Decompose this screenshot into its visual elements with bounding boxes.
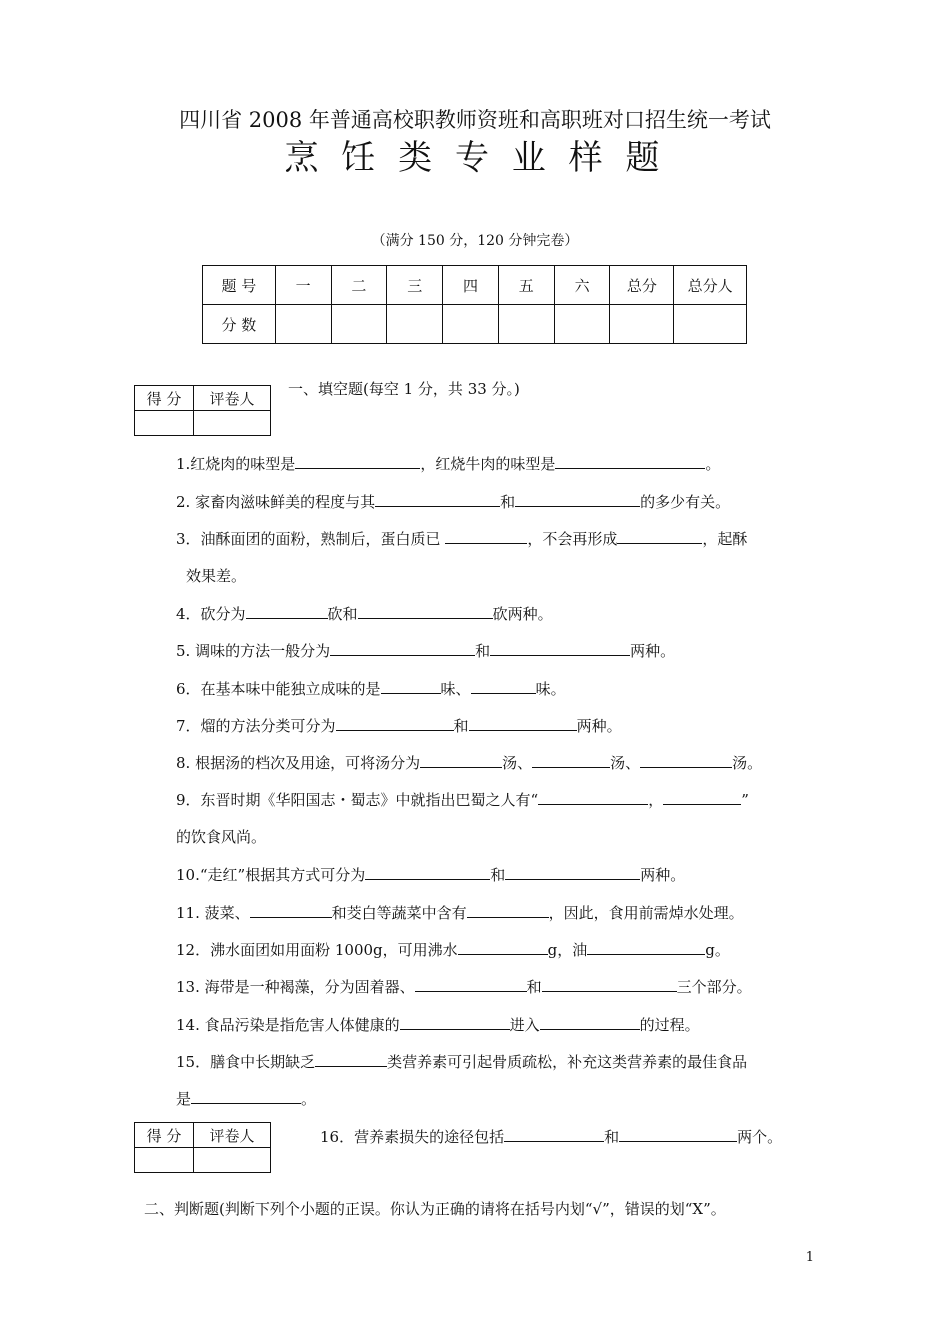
answer-blank[interactable] — [542, 975, 677, 992]
question-10 — [176, 863, 685, 885]
question-text: 汤。 — [732, 754, 763, 772]
score-header-cell: 二 — [331, 266, 387, 305]
question-text: 1.红烧肉的味型是 — [176, 455, 296, 473]
grader-score-cell[interactable] — [135, 411, 194, 436]
question-text: 和茭白等蔬菜中含有 — [331, 904, 467, 922]
table-row — [135, 411, 271, 436]
question-16 — [320, 1125, 782, 1147]
question-text: g，油 — [547, 941, 588, 959]
answer-blank[interactable] — [330, 639, 475, 656]
question-text: 16．营养素损失的途径包括 — [320, 1128, 505, 1146]
question-text: ， — [648, 791, 664, 809]
answer-blank[interactable] — [540, 1013, 640, 1030]
question-text: 两个。 — [737, 1128, 783, 1146]
answer-blank[interactable] — [538, 788, 648, 805]
score-cell[interactable] — [674, 305, 747, 344]
score-cell[interactable] — [498, 305, 554, 344]
grader-box-1 — [134, 385, 271, 436]
section1-title: 一、填空题(每空 1 分，共 33 分。) — [288, 380, 520, 398]
question-text: 。 — [301, 1090, 317, 1108]
question-text: 两种。 — [576, 717, 622, 735]
question-13 — [176, 975, 752, 997]
answer-blank[interactable] — [505, 863, 640, 880]
question-text: 12．沸水面团如用面粉 1000g，可用沸水 — [176, 941, 458, 959]
question-4 — [176, 602, 553, 624]
table-row — [135, 386, 271, 411]
table-row — [203, 266, 747, 305]
answer-blank[interactable] — [515, 490, 640, 507]
score-cell[interactable] — [443, 305, 499, 344]
question-text: ，因此，食用前需焯水处理。 — [548, 904, 744, 922]
score-header-cell: 五 — [498, 266, 554, 305]
question-text: 两种。 — [630, 642, 676, 660]
answer-blank[interactable] — [191, 1087, 301, 1104]
answer-blank[interactable] — [365, 863, 490, 880]
question-6 — [176, 677, 566, 699]
question-1 — [176, 452, 720, 474]
question-text: 味、 — [440, 680, 471, 698]
question-text: 和 — [490, 866, 506, 884]
score-header-cell: 六 — [554, 266, 610, 305]
question-5 — [176, 639, 675, 661]
question-3 — [176, 527, 747, 549]
answer-blank[interactable] — [358, 602, 493, 619]
question-text: 三个部分。 — [676, 978, 752, 996]
question-text: 4．砍分为 — [176, 605, 246, 623]
answer-blank[interactable] — [415, 975, 527, 992]
score-cell[interactable] — [387, 305, 443, 344]
question-text: 15．膳食中长期缺乏 — [176, 1053, 316, 1071]
answer-blank[interactable] — [471, 677, 536, 694]
question-text: ，起酥 — [702, 530, 748, 548]
question-7 — [176, 714, 622, 736]
question-text: 8. 根据汤的档次及用途，可将汤分为 — [176, 754, 421, 772]
score-cell[interactable] — [331, 305, 387, 344]
grader-score-cell[interactable] — [135, 1148, 194, 1173]
answer-blank[interactable] — [587, 938, 705, 955]
exam-header-line1: 四川省 2008 年普通高校职教师资班和高职班对口招生统一考试 — [179, 108, 771, 132]
answer-blank[interactable] — [250, 901, 332, 918]
grader-score-label: 得 分 — [135, 1123, 194, 1148]
question-9 — [176, 788, 749, 810]
score-header-cell: 总分人 — [674, 266, 747, 305]
question-12 — [176, 938, 730, 960]
exam-note: （满分 150 分，120 分钟完卷） — [371, 233, 579, 249]
question-text: 6．在基本味中能独立成味的是 — [176, 680, 381, 698]
score-cell[interactable] — [610, 305, 674, 344]
score-table — [202, 265, 747, 344]
question-text: 7．熘的方法分类可分为 — [176, 717, 336, 735]
question-text: ，不会再形成 — [527, 530, 618, 548]
question-text: ，红烧牛肉的味型是 — [420, 455, 556, 473]
question-text: 9．东晋时期《华阳国志・蜀志》中就指出巴蜀之人有“ — [176, 791, 539, 809]
exam-title: 烹 饪 类 专 业 样 题 — [284, 138, 666, 178]
score-cell[interactable] — [275, 305, 331, 344]
score-cell[interactable] — [554, 305, 610, 344]
question-text: 的过程。 — [639, 1016, 700, 1034]
answer-blank[interactable] — [420, 751, 502, 768]
section2-title: 二、判断题(判断下列个小题的正误。你认为正确的请将在括号内划“√”，错误的划“X”。 — [144, 1200, 726, 1218]
question-text: 13. 海带是一种褐藻，分为固着器、 — [176, 978, 415, 996]
score-header-cell: 三 — [387, 266, 443, 305]
answer-blank[interactable] — [619, 1125, 737, 1142]
answer-blank[interactable] — [381, 677, 441, 694]
score-header-cell: 四 — [443, 266, 499, 305]
answer-blank[interactable] — [640, 751, 732, 768]
answer-blank[interactable] — [467, 901, 549, 918]
question-15-cont — [176, 1087, 316, 1109]
grader-box-2 — [134, 1122, 271, 1173]
question-15 — [176, 1050, 747, 1072]
question-text: 。 — [705, 455, 721, 473]
answer-blank[interactable] — [504, 1125, 604, 1142]
question-text: 和 — [604, 1128, 620, 1146]
answer-blank[interactable] — [336, 714, 454, 731]
question-text: 的多少有关。 — [640, 493, 731, 511]
score-header-cell: 题 号 — [203, 266, 276, 305]
grader-name-cell[interactable] — [194, 411, 271, 436]
question-11 — [176, 901, 744, 923]
question-2 — [176, 490, 730, 512]
answer-blank[interactable] — [663, 788, 741, 805]
question-text: 两种。 — [640, 866, 686, 884]
answer-blank[interactable] — [490, 639, 630, 656]
question-text: 3．油酥面团的面粉，熟制后，蛋白质已 — [176, 530, 446, 548]
answer-blank[interactable] — [617, 527, 702, 544]
score-header-cell: 一 — [275, 266, 331, 305]
page-number: 1 — [805, 1250, 814, 1265]
question-text: 进入 — [509, 1016, 540, 1034]
question-text: 10.“走红”根据其方式可分为 — [176, 866, 366, 884]
grader-name-label: 评卷人 — [194, 1123, 271, 1148]
score-header-cell: 总分 — [610, 266, 674, 305]
table-row — [135, 1123, 271, 1148]
answer-blank[interactable] — [532, 751, 610, 768]
question-text: 和 — [453, 717, 469, 735]
answer-blank[interactable] — [458, 938, 548, 955]
grader-name-label: 评卷人 — [194, 386, 271, 411]
answer-blank[interactable] — [555, 452, 705, 469]
question-text: 14. 食品污染是指危害人体健康的 — [176, 1016, 400, 1034]
question-3-cont: 效果差。 — [186, 567, 247, 585]
answer-blank[interactable] — [445, 527, 527, 544]
question-text: 和 — [475, 642, 491, 660]
question-text: g。 — [705, 941, 730, 959]
question-text: 和 — [500, 493, 516, 511]
question-text: 11. 菠菜、 — [176, 904, 250, 922]
answer-blank[interactable] — [246, 602, 328, 619]
question-text: 砍和 — [327, 605, 358, 623]
answer-blank[interactable] — [469, 714, 577, 731]
table-row — [203, 305, 747, 344]
question-9-cont: 的饮食风尚。 — [176, 828, 267, 846]
answer-blank[interactable] — [375, 490, 500, 507]
answer-blank[interactable] — [400, 1013, 510, 1030]
question-text: 砍两种。 — [492, 605, 553, 623]
question-text: ” — [741, 791, 749, 809]
question-text: 2. 家畜肉滋味鲜美的程度与其 — [176, 493, 376, 511]
question-text: 汤、 — [610, 754, 641, 772]
question-text: 是 — [176, 1090, 192, 1108]
grader-score-label: 得 分 — [135, 386, 194, 411]
table-row — [135, 1148, 271, 1173]
question-text: 5. 调味的方法一般分为 — [176, 642, 331, 660]
question-text: 类营养素可引起骨质疏松，补充这类营养素的最佳食品 — [387, 1053, 748, 1071]
question-text: 味。 — [535, 680, 566, 698]
question-14 — [176, 1013, 700, 1035]
answer-blank[interactable] — [315, 1050, 387, 1067]
score-row-label: 分 数 — [203, 305, 276, 344]
grader-name-cell[interactable] — [194, 1148, 271, 1173]
question-8 — [176, 751, 762, 773]
answer-blank[interactable] — [295, 452, 420, 469]
question-text: 和 — [526, 978, 542, 996]
question-text: 汤、 — [502, 754, 533, 772]
